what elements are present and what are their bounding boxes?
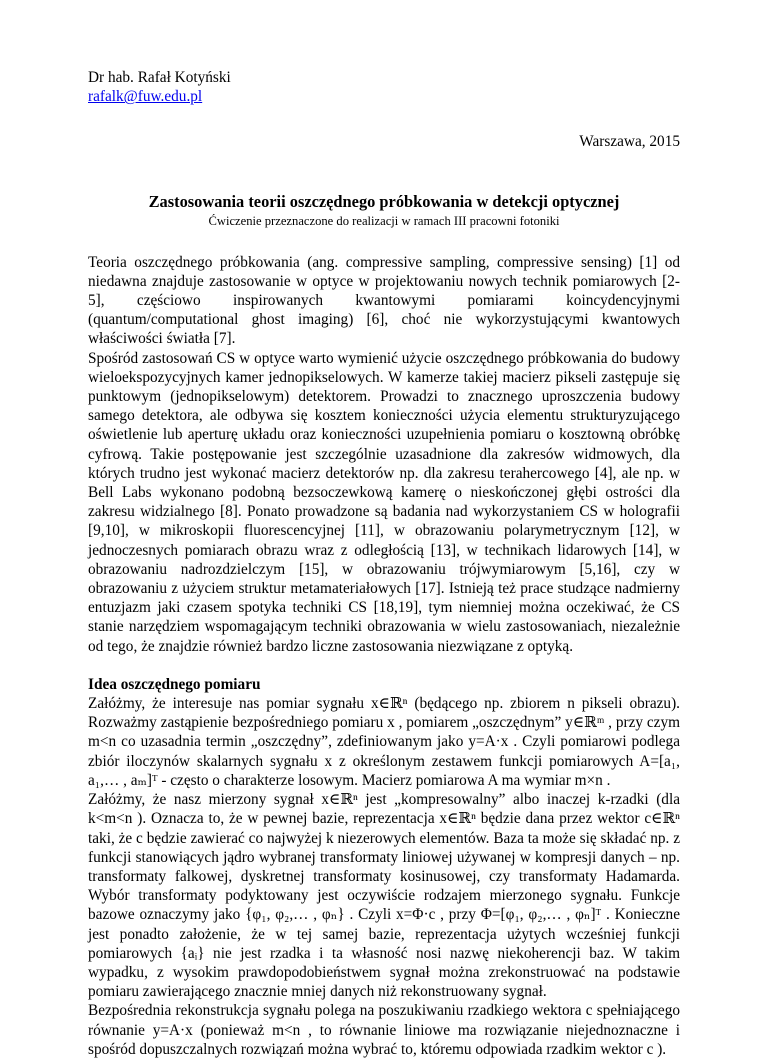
author-email-link[interactable]: rafalk@fuw.edu.pl (88, 88, 203, 106)
intro-paragraph-1: Teoria oszczędnego próbkowania (ang. compressive sampling, compressive sensing) [1] od niedawna znajduje zastosowanie w optyce w projektowaniu nowych technik pomiarowych [2-5], częściowo inspirowanych kwantowymi pomiarami koincydencyjnymi (quantum/computational ghost imaging) [6], choć nie wykorzystującymi kwantowych właściwości światła [7]. (88, 253, 680, 348)
section-body (88, 694, 680, 1059)
section-heading: Idea oszczędnego pomiaru (88, 675, 261, 693)
author-email-line (88, 87, 680, 106)
intro-section (88, 253, 680, 656)
document-subtitle: Ćwiczenie przeznaczone do realizacji w ramach III pracowni fotoniki (208, 213, 560, 228)
section-paragraph-3: Bezpośrednia rekonstrukcja sygnału polega na poszukiwaniu rzadkiego wektora c spełniającego równanie y=A·x (ponieważ m<n , to równanie liniowe ma rozwiązanie niejednoznaczne i spośród dopuszczalnych rozwiązań można wybrać to, któremu odpowiada rzadkim wektor c ). (88, 1002, 680, 1058)
author-name: Dr hab. Rafał Kotyński (88, 69, 231, 86)
intro-paragraph-2: Spośród zastosowań CS w optyce warto wymienić użycie oszczędnego próbkowania do budowy wieloekspozycyjnych kamer jednopikselowych. W kamerze takiej macierz pikseli zastępuje się punktowym (jednopikselowym) detektorem. Prowadzi to znacznego uproszczenia budowy samego detektora, ale odbywa się kosztem konieczności użycia elementu strukturyzującego oświetlenie lub aperturę układu oraz konieczności uzupełnienia pomiaru o kosztowną obróbkę cyfrową. Takie postępowanie jest szczególnie uzasadnione dla zakresów widmowych, dla których trudno jest wykonać macierz detektorów np. dla zakresu terahercowego [4], ale np. w Bell Labs wykonano podobną bezsoczewkową kamerę o nieskończonej głębi ostrości dla zakresu widzialnego [8]. Ponato prowadzone są badania nad wykorzystaniem CS w holografii [9,10], w mikroskopii fluorescencyjnej [11], w obrazowaniu polarymetrycznym [12], w jednoczesnych pomiarach obrazu wraz z odległością [13], w technikach lidarowych [14], w obrazowaniu nadrozdzielczym [15], w obrazowaniu trójwymiarowym [5,16], czy w obrazowaniu z użyciem struktur metamateriałowych [17]. Istnieją też prace studzące nadmierny entuzjazm jaki czasem spotyka techniki CS [18,19], tym niemniej można oczekiwać, że CS stanie narzędziem wspomagającym techniki obrazowania w wielu zastosowaniach, niezależnie od tego, że znajdzie również bardzo liczne zastosowania niezwiązane z optyką. (88, 349, 680, 655)
place-and-date: Warszawa, 2015 (579, 133, 680, 151)
section-paragraph-1: Załóżmy, że interesuje nas pomiar sygnału x∈ℝⁿ (będącego np. zbiorem n pikseli obrazu). Rozważmy zastąpienie bezpośredniego pomiaru x , pomiarem „oszczędnym” y∈ℝᵐ , przy czym m<n co uzasadnia termin „oszczędny”, zdefiniowanym jako y=A·x . Czyli pomiarowi podlega zbiór iloczynów skalarnych sygnału x z określonym zestawem funkcji pomiarowych A=[a₁, a₁,… , aₘ]ᵀ - często o charakterze losowym. Macierz pomiarowa A ma wymiar m×n . (88, 695, 680, 789)
section-paragraph-2: Załóżmy, że nasz mierzony sygnał x∈ℝⁿ jest „kompresowalny” albo inaczej k-rzadki (dla k<m<n ). Oznacza to, że w pewnej bazie, reprezentacja x∈ℝⁿ będzie dana przez wektor c∈ℝⁿ taki, że c będzie zawierać co najwyżej k niezerowych elementów. Baza ta może się składać np. z funkcji stanowiących jądro wybranej transformaty liniowej używanej w kompresji danych – np. transformaty falkowej, dyskretnej transformaty kosinusowej, czy transformaty Hadamarda. Wybór transformaty podyktowany jest oczywiście rodzajem mierzonego sygnału. Funkcje bazowe oznaczymy jako {φ₁, φ₂,… , φₙ} . Czyli x=Φ·c , przy Φ=[φ₁, φ₂,… , φₙ]ᵀ . Konieczne jest ponadto założenie, że w tej samej bazie, reprezentacja użytych wcześniej funkcji pomiarowych {aᵢ} nie jest rzadka i ta własność nosi nazwę niekoherencji baz. W takim wypadku, z wysokim prawdopodobieństwem sygnał można zrekonstruować na podstawie pomiaru zawierającego znacznie mniej danych niż rekonstruowany sygnał. (88, 791, 680, 1001)
document-title: Zastosowania teorii oszczędnego próbkowania w detekcji optycznej (148, 191, 620, 211)
